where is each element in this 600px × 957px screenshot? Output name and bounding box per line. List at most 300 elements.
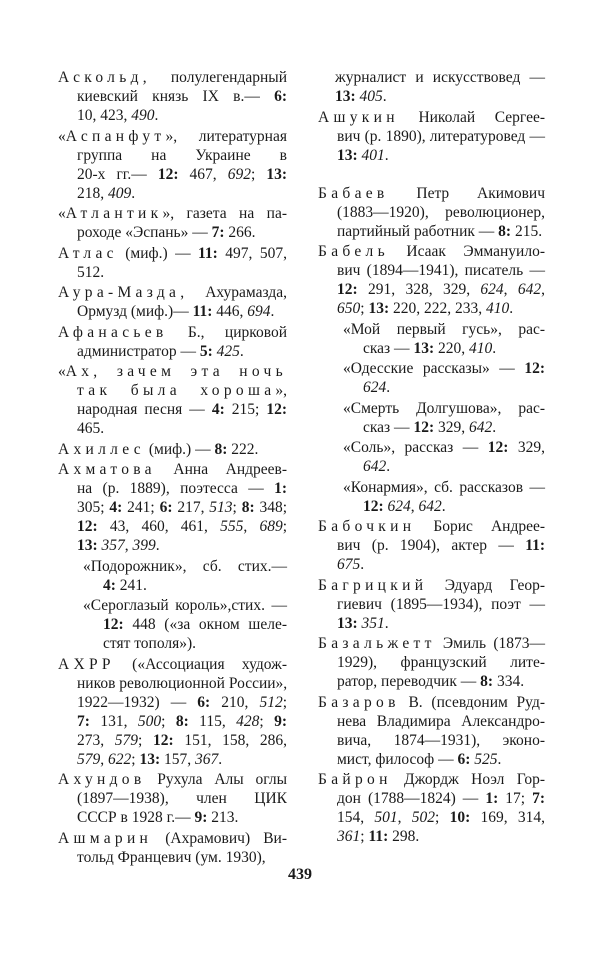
entry-text: администратор — — [77, 342, 200, 360]
entry-text: «Мой первый гусь», рас- — [343, 320, 545, 338]
entry-line — [58, 576, 287, 595]
entry-line — [318, 146, 545, 165]
entry-text: 222. — [227, 440, 259, 458]
entry-text: 215; — [224, 401, 267, 418]
entry-text: («Ассоциация худож- — [114, 655, 287, 673]
entry-line — [318, 399, 545, 418]
page-ref-note: 692 — [227, 165, 251, 183]
entry-text: . — [509, 300, 514, 317]
entry-text: , полулегендарный — [142, 69, 287, 86]
entry-line — [58, 263, 287, 282]
entry-text: ; — [282, 518, 287, 535]
entry-text: вич (р. 1904), актер — — [337, 537, 526, 554]
entry-text: гиевич (1895—1934), поэт — — [337, 595, 545, 613]
volume-number: 11: — [525, 537, 545, 554]
entry-text: вич (1894—1941), писатель — — [337, 262, 545, 279]
entry-line — [318, 555, 545, 574]
entry-text: Джордж Ноэл Гор- — [391, 771, 545, 788]
index-subentry — [318, 359, 545, 397]
entry-line — [58, 536, 287, 555]
entry-text: «Сероглазый король»,стих. — — [83, 597, 287, 614]
volume-number: 6: — [457, 750, 471, 768]
volume-number: 13: — [368, 300, 390, 317]
entry-line — [318, 203, 545, 222]
entry-text: ; — [360, 300, 369, 317]
entry-text: , — [410, 497, 419, 515]
entry-line — [58, 808, 287, 827]
index-entry — [318, 108, 545, 165]
volume-number: 12: — [157, 165, 179, 183]
entry-text: 157, — [160, 750, 195, 768]
entry-line — [58, 323, 287, 342]
page-ref-note: 351 — [361, 614, 385, 632]
entry-text: 334. — [493, 673, 525, 690]
page-ref-note: 624 — [387, 497, 411, 515]
volume-number: 9: — [194, 809, 208, 826]
entry-line — [58, 731, 287, 750]
volume-number: 12: — [337, 281, 358, 298]
volume-number: 13: — [337, 146, 358, 164]
entry-text: . — [384, 614, 389, 632]
entry-text: (1883—1920), революционер, — [337, 203, 545, 221]
entry-text: . — [154, 107, 159, 124]
entry-text: 154, — [337, 809, 375, 826]
entry-line — [58, 615, 287, 634]
entry-line — [318, 770, 545, 789]
entry-text: ников революционной России», — [77, 674, 288, 692]
page-ref-note: 410 — [485, 300, 510, 317]
entry-text: вича, 1874—1931), эконо- — [337, 731, 545, 749]
entry-line — [318, 242, 545, 261]
page-ref-note: 409 — [108, 184, 132, 202]
entry-line — [318, 497, 545, 516]
volume-number: 13: — [139, 750, 161, 768]
index-entry — [318, 634, 545, 691]
entry-text: ; — [250, 165, 267, 183]
entry-text: 291, 328, 329, — [357, 281, 481, 298]
volume-number: 12: — [77, 518, 98, 535]
volume-number: 7: — [532, 790, 545, 807]
entry-text: «Конармия», сб. рассказов — — [343, 478, 545, 496]
entry-text: . — [492, 339, 497, 357]
entry-headword: Атлантик — [65, 205, 163, 222]
volume-number: 12: — [153, 731, 174, 749]
entry-text: . — [360, 556, 365, 573]
entry-text: , — [503, 281, 518, 298]
page-ref-note: 579 — [77, 750, 101, 768]
entry-line — [58, 68, 287, 87]
entry-line — [58, 460, 287, 479]
volume-number: 12: — [524, 360, 545, 377]
entry-line — [318, 457, 545, 476]
entry-line — [58, 381, 287, 400]
index-subentry — [318, 399, 545, 437]
volume-number: 4: — [103, 576, 116, 594]
entry-line — [58, 712, 287, 731]
entry-text: сказ — — [363, 418, 414, 436]
page-ref-note: 428 — [236, 712, 260, 730]
entry-text: тольд Францевич (ум. 1930), — [77, 848, 266, 866]
entry-line — [318, 299, 545, 318]
entry-text: (миф.) — — [144, 440, 215, 458]
page-ref-note: 624 — [363, 379, 387, 396]
entry-text: «Подорожник», сб. стих.— — [83, 557, 287, 575]
entry-line — [58, 362, 287, 381]
entry-line — [58, 165, 287, 184]
entry-headword: Байрон — [318, 771, 392, 788]
entry-text: «Соль», рассказ — — [343, 439, 488, 456]
entry-line — [318, 595, 545, 614]
index-column-right — [318, 68, 545, 848]
volume-number: 9: — [274, 712, 287, 730]
entry-text: ; — [259, 712, 275, 730]
index-entry — [58, 440, 287, 459]
entry-text: 241. — [115, 576, 147, 594]
entry-line — [58, 283, 287, 302]
volume-number: 8: — [214, 440, 228, 458]
entry-text: ; — [161, 712, 176, 730]
entry-line — [58, 693, 287, 712]
volume-number: 6: — [274, 88, 287, 105]
entry-line — [58, 674, 287, 693]
entry-text: 218, — [77, 184, 108, 202]
entry-text: Эдуард Геор- — [427, 576, 545, 594]
entry-text: , — [243, 518, 260, 535]
entry-line — [318, 576, 545, 595]
entry-text: стят тополя»). — [103, 635, 197, 652]
entry-line — [318, 808, 545, 827]
entry-text: вич (р. 1890), литературовед — — [337, 127, 545, 145]
entry-text: 217, — [172, 499, 210, 516]
entry-text: 20-х гг.— — [77, 165, 158, 183]
index-entry — [58, 244, 287, 282]
entry-headword: Ахундов — [58, 771, 146, 788]
entry-line — [318, 712, 545, 731]
volume-number: 11: — [192, 303, 213, 320]
entry-line — [58, 440, 287, 459]
entry-line — [58, 789, 287, 808]
entry-line — [318, 87, 545, 106]
entry-text: 497, 507, — [217, 244, 287, 262]
volume-number: 13: — [413, 339, 435, 357]
volume-number: 11: — [198, 244, 218, 262]
entry-headword: Аскольд — [58, 69, 143, 86]
entry-text: 115, — [188, 712, 237, 730]
entry-text: «Одесские рассказы» — — [343, 360, 525, 377]
index-entry — [58, 655, 287, 769]
entry-line — [58, 146, 287, 165]
page-ref-note: 357 — [101, 537, 125, 554]
entry-text: « — [58, 127, 66, 145]
volume-number: 5: — [199, 342, 213, 360]
entry-text: Исаак Эммануило- — [388, 243, 545, 260]
entry-text: 465. — [77, 420, 105, 437]
entry-line — [58, 342, 287, 361]
entry-text: 329, — [434, 418, 469, 436]
entry-text: . — [441, 497, 446, 515]
entry-line — [318, 614, 545, 633]
entry-line — [318, 672, 545, 691]
entry-text: . — [384, 146, 389, 164]
entry-line — [58, 223, 287, 242]
entry-line — [318, 359, 545, 378]
entry-headword: Ах, зачем эта ночь — [65, 363, 287, 380]
entry-line — [318, 261, 545, 280]
volume-number: 13: — [77, 537, 98, 554]
entry-headword: Ашмарин — [58, 829, 153, 847]
entry-text: 1929), французский лите- — [337, 654, 545, 671]
entry-headword: Бабель — [318, 243, 389, 260]
entry-line — [58, 750, 287, 769]
entry-text: 215. — [511, 222, 543, 240]
entry-text: нева Владимира Александро- — [337, 712, 545, 730]
entry-text: Рухула Алы оглы — [145, 771, 287, 788]
index-entry — [58, 323, 287, 361]
entry-line — [58, 479, 287, 498]
entry-text: « — [58, 205, 66, 222]
entry-text: Анна Андреев- — [155, 461, 287, 478]
entry-line — [58, 184, 287, 203]
volume-number: 13: — [337, 614, 358, 632]
volume-number: 6: — [159, 499, 173, 516]
page-ref-note: 425 — [216, 342, 240, 360]
entry-headword: Аспанфут — [65, 127, 166, 145]
page-ref-note: 502 — [411, 809, 436, 826]
index-entry — [58, 283, 287, 321]
volume-number: 12: — [363, 497, 384, 515]
volume-number: 4: — [109, 499, 123, 516]
entry-text: 241; — [122, 499, 160, 516]
volume-number: 12: — [413, 418, 435, 436]
entry-line — [58, 829, 287, 848]
entry-text: , — [397, 809, 412, 826]
entry-headword: Атлас — [58, 244, 118, 262]
index-entry — [58, 127, 287, 203]
entry-text: сказ — — [363, 339, 414, 357]
page-ref-note: 490 — [131, 107, 155, 124]
entry-text: киевский князь IX в.— — [77, 88, 275, 105]
index-subentry — [58, 596, 287, 653]
entry-text: 131, — [89, 712, 138, 730]
entry-text: Ормузд (миф.)— — [77, 303, 193, 320]
entry-text: (миф.) — — [117, 244, 199, 262]
entry-line — [58, 596, 287, 615]
page-ref-note: 555 — [220, 518, 244, 535]
page-ref-note: 642 — [418, 497, 442, 515]
entry-text: . — [155, 537, 160, 554]
volume-number: 12: — [266, 401, 287, 418]
index-entry — [58, 204, 287, 242]
volume-number: 1: — [274, 480, 287, 497]
page-ref-note: 525 — [474, 750, 498, 768]
entry-text: 10, 423, — [77, 107, 132, 124]
entry-line — [318, 634, 545, 653]
entry-line — [58, 557, 287, 576]
entry-text: 169, 314, — [470, 809, 546, 826]
entry-headword: Багрицкий — [318, 576, 428, 594]
volume-number: 11: — [368, 828, 389, 845]
volume-number: 8: — [480, 673, 494, 690]
page-ref-note: 399 — [132, 537, 156, 554]
entry-text: группа на Украине в — [77, 146, 287, 164]
entry-headword: Базаров — [318, 693, 400, 711]
entry-line — [318, 731, 545, 750]
page-ref-note: 689 — [259, 518, 283, 535]
entry-text: ; — [282, 693, 287, 711]
entry-headword: Ахиллес — [58, 440, 145, 458]
entry-line — [318, 68, 545, 87]
entry-text: Борис Андрее- — [415, 518, 545, 535]
entry-line — [58, 127, 287, 146]
entry-text: . — [218, 750, 223, 768]
index-entry — [318, 693, 545, 769]
entry-text: ; — [360, 828, 369, 845]
index-subentry — [58, 557, 287, 595]
entry-text: народная песня — — [77, 401, 212, 418]
entry-text: . — [386, 458, 391, 475]
entry-line — [318, 438, 545, 457]
index-entry — [318, 68, 545, 106]
page-ref-note: 401 — [361, 146, 385, 164]
entry-line — [318, 280, 545, 299]
entry-text: 1922—1932) — — [77, 693, 198, 711]
entry-line — [318, 536, 545, 555]
entry-text: . — [382, 88, 387, 105]
entry-line — [318, 339, 545, 358]
page-ref-note: 512 — [259, 693, 283, 711]
index-entry — [318, 517, 545, 574]
entry-headword: Бабаев — [318, 184, 389, 202]
entry-text: (1897—1938), член ЦИК — [77, 790, 287, 807]
volume-number: 4: — [211, 401, 225, 418]
volume-number: 12: — [487, 439, 509, 456]
entry-headword: Ашукин — [318, 108, 399, 126]
entry-text: мист, философ — — [337, 750, 458, 768]
entry-text: 273, — [77, 731, 115, 749]
entry-line — [318, 789, 545, 808]
volume-number: 13: — [335, 88, 356, 105]
entry-text: . — [239, 342, 244, 360]
entry-text: . — [492, 418, 497, 436]
index-entry — [58, 829, 287, 867]
entry-text: (Ахрамович) Ви- — [152, 829, 287, 847]
entry-text: . — [497, 750, 502, 768]
entry-text: ; — [138, 731, 153, 749]
entry-line — [318, 222, 545, 241]
entry-text: , — [541, 281, 546, 298]
index-entry — [318, 242, 545, 318]
entry-text: Эмиль (1873— — [435, 635, 545, 652]
entry-line — [58, 106, 287, 125]
entry-text: 329, — [508, 439, 546, 456]
entry-line — [58, 517, 287, 536]
entry-text: 305; — [77, 499, 110, 516]
entry-line — [318, 418, 545, 437]
entry-line — [318, 378, 545, 397]
entry-text: 220, — [434, 339, 469, 357]
page-ref-note: 650 — [337, 300, 361, 317]
entry-line — [318, 517, 545, 536]
index-entry — [318, 770, 545, 846]
page-ref-note: 622 — [108, 750, 132, 768]
entry-line — [58, 655, 287, 674]
index-subentry — [318, 478, 545, 516]
page-ref-note: 642 — [517, 281, 542, 298]
entry-text: Б., цирковой — [167, 323, 287, 341]
entry-line — [58, 848, 287, 867]
page-ref-note: 405 — [359, 88, 383, 105]
page-ref-note: 624 — [480, 281, 504, 298]
entry-text: , — [124, 537, 133, 554]
entry-line — [318, 693, 545, 712]
entry-headword: Ахматова — [58, 461, 156, 478]
entry-line — [318, 478, 545, 497]
entry-line — [318, 184, 545, 203]
volume-number: 1: — [485, 790, 499, 807]
entry-line — [318, 827, 545, 846]
entry-line — [318, 320, 545, 339]
index-entry — [58, 362, 287, 438]
entry-headword: Афанасьев — [58, 323, 168, 341]
entry-text: на (р. 1889), поэтесса — — [77, 480, 275, 497]
entry-text: . — [131, 184, 136, 202]
entry-line — [58, 498, 287, 517]
volume-number: 6: — [197, 693, 211, 711]
entry-line — [58, 302, 287, 321]
entry-text: В. (псевдоним Руд- — [399, 693, 545, 711]
entry-text: 220, 222, 233, — [389, 300, 486, 317]
entry-headword: так была хороша — [77, 382, 276, 399]
entry-text: 213. — [207, 809, 239, 826]
volume-number: 7: — [77, 712, 90, 730]
entry-line — [58, 770, 287, 789]
volume-number: 13: — [266, 165, 288, 183]
entry-line — [58, 204, 287, 223]
entry-text: », газета на па- — [162, 205, 287, 222]
entry-line — [58, 244, 287, 263]
page-ref-note: 675 — [337, 556, 361, 573]
entry-text: . — [386, 379, 391, 396]
entry-text: , — [100, 750, 108, 768]
entry-text: 266. — [224, 224, 256, 241]
volume-number: 10: — [449, 809, 471, 826]
index-entry — [58, 460, 287, 555]
entry-text: », — [275, 382, 287, 399]
entry-text: 448 («за окном шеле- — [123, 616, 287, 633]
entry-text: журналист и искусствовед — — [335, 69, 545, 86]
entry-line — [58, 419, 287, 438]
entry-text: , Ахурамазда, — [180, 284, 287, 301]
page-ref-note: 642 — [468, 418, 493, 436]
index-subentry — [318, 320, 545, 358]
index-entry — [318, 576, 545, 633]
volume-number: 8: — [175, 712, 189, 730]
volume-number: 12: — [103, 616, 124, 633]
entry-text: партийный работник — — [337, 222, 499, 240]
entry-text: », литературная — [165, 127, 287, 145]
entry-text: Петр Акимович — [388, 184, 545, 202]
entry-text: 43, 460, 461, — [97, 518, 221, 535]
page-ref-note: 513 — [209, 499, 233, 516]
entry-headword: АХРР — [58, 655, 115, 673]
entry-text: ратор, переводчик — — [337, 673, 481, 690]
entry-text: 151, 158, 286, — [173, 731, 288, 749]
entry-text: 298. — [388, 828, 420, 845]
entry-text: . — [270, 303, 275, 320]
entry-text: «Смерть Долгушова», рас- — [343, 399, 545, 417]
entry-text: 512. — [77, 263, 105, 281]
index-column-left — [58, 68, 287, 868]
